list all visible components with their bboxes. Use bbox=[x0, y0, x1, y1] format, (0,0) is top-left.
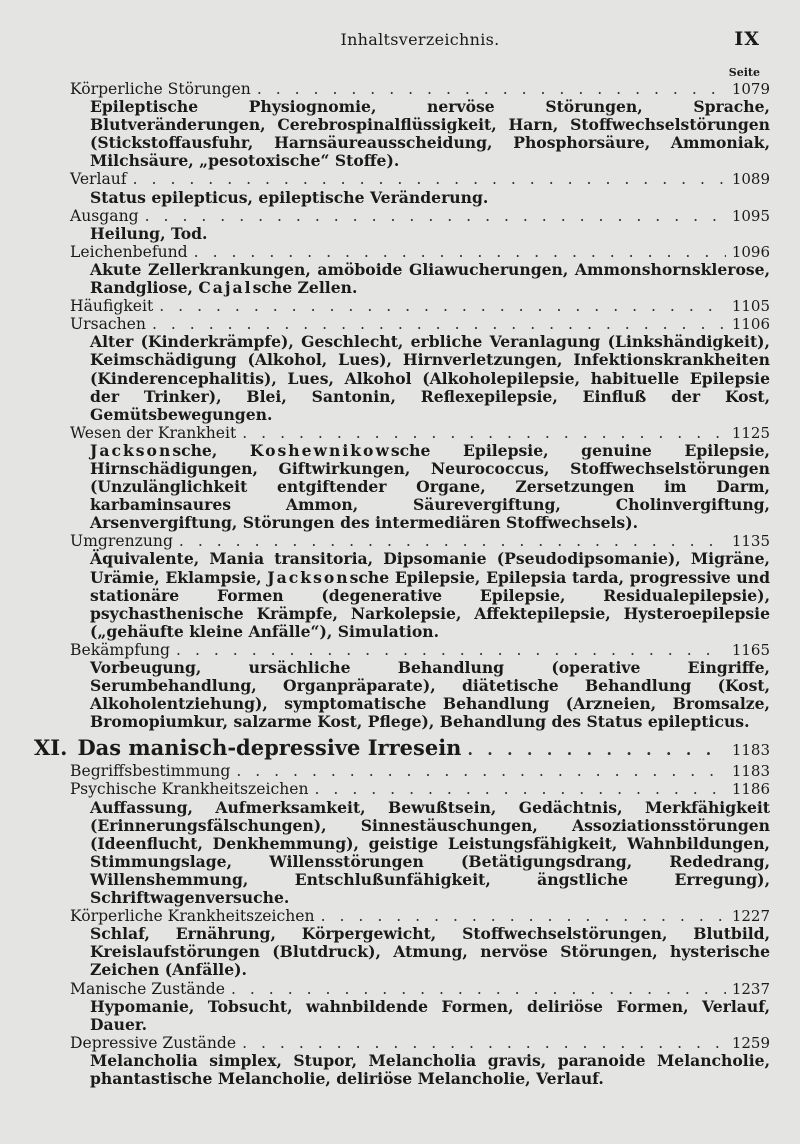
entry-description: Status epilepticus, epileptische Veränderung. bbox=[90, 187, 489, 207]
entry-description bbox=[90, 261, 770, 297]
entry-page: 1183 bbox=[731, 762, 770, 781]
dot-leader bbox=[231, 980, 726, 998]
entry-title: Verlauf bbox=[70, 170, 127, 189]
entry-title: Ausgang bbox=[70, 206, 139, 225]
entry-title: Wesen der Krankheit bbox=[70, 423, 237, 442]
toc-entry-koerperliche-krankheitszeichen bbox=[70, 907, 770, 979]
entry-title: Bekämpfung bbox=[70, 640, 171, 659]
entry-title: Körperliche Störungen bbox=[70, 80, 251, 98]
description-text: sche, bbox=[172, 440, 218, 460]
toc-entry-manische-zustaende bbox=[70, 980, 770, 1034]
toc-entry-psychische-krankheitszeichen bbox=[70, 780, 770, 907]
dot-leader bbox=[242, 424, 726, 442]
entry-page: 1089 bbox=[731, 170, 770, 189]
dot-leader bbox=[152, 315, 726, 333]
description-text: sche Epilepsie, Epilepsia tarda, progressive und stationäre Formen (degenerative Epilepsie, Residualepilepsie), psychasthenische Krämpfe, Narkolepsie, Affektepilepsie, Hysteroepilepsie („gehäufte kleine Anfälle“), Simulation. bbox=[90, 567, 771, 641]
toc-entry-wesen-der-krankheit bbox=[70, 424, 770, 533]
chapter-page: 1183 bbox=[731, 741, 770, 760]
toc-entry-koerperliche-stoerungen bbox=[70, 80, 770, 170]
spaced-name: Jackson bbox=[90, 440, 173, 460]
entry-page: 1106 bbox=[731, 315, 770, 334]
page-number: IX bbox=[734, 28, 760, 50]
entry-page: 1095 bbox=[731, 206, 770, 225]
entry-page: 1165 bbox=[731, 640, 770, 659]
dot-leader bbox=[145, 207, 726, 225]
entry-page: 1135 bbox=[731, 532, 770, 551]
description-text: sche Epilepsie, genuine Epilepsie, Hirnschädigungen, Giftwirkungen, Neurococcus, Stoffwechselstörungen (Unzulänglichkeit entgiftender Organe, Zersetzungen im Darm, karbaminsaures Ammon, Säurevergiftung, Cholinvergiftung, Arsenvergiftung, Störungen des intermediären Stoffwechsels). bbox=[90, 440, 770, 533]
entry-description: Melancholia simplex, Stupor, Melancholia gravis, paranoide Melancholie, phantastische Melancholie, deliriöse Melancholie, Verlauf. bbox=[90, 1050, 770, 1088]
entry-title: Leichenbefund bbox=[70, 242, 188, 261]
entry-page: 1237 bbox=[731, 979, 770, 998]
toc-entry-umgrenzung bbox=[70, 532, 770, 641]
entry-page: 1125 bbox=[731, 423, 770, 442]
page-column-label: Seite bbox=[728, 66, 760, 79]
entry-description: Heilung, Tod. bbox=[90, 223, 208, 243]
dot-leader bbox=[133, 170, 726, 188]
entry-description: Epileptische Physiognomie, nervöse Störungen, Sprache, Blutveränderungen, Cerebrospinalflüssigkeit, Harn, Stoffwechselstörungen (Stickstoffausfuhr, Harnsäureausscheidung, Phosphorsäure, Ammoniak, Milchsäure, „pesotoxische“ Stoffe). bbox=[90, 97, 770, 171]
entry-description: Vorbeugung, ursächliche Behandlung (operative Eingriffe, Serumbehandlung, Organpräparate), diätetische Behandlung (Kost, Alkoholentziehung), symptomatische Behandlung (Arzneien, Bromsalze, Bromopiumkur, salzarme Kost, Pflege), Behandlung des Status epilepticus. bbox=[90, 658, 770, 732]
entry-description: Auffassung, Aufmerksamkeit, Bewußtsein, Gedächtnis, Merkfähigkeit (Erinnerungsfälschungen), Sinnestäuschungen, Assoziationsstörungen (Ideenflucht, Denkhemmung), geistige Leistungsfähigkeit, Wahnbildungen, Stimmungslage, Willensstörungen (Betätigungsdrang, Rededrang, Willenshemmung, Entschlußunfähigkeit, ängstliche Erregung), Schriftwagenversuche. bbox=[90, 797, 770, 908]
description-text: sche Zellen. bbox=[252, 278, 358, 298]
dot-leader bbox=[176, 641, 726, 659]
entry-title: Manische Zustände bbox=[70, 979, 225, 998]
description-text: Äquivalente, Mania transitoria, Dipsomanie (Pseudodipsomanie), Migräne, Urämie, Eklampsie, bbox=[90, 549, 770, 587]
entry-description: Hypomanie, Tobsucht, wahnbildende Formen, deliriöse Formen, Verlauf, Dauer. bbox=[90, 996, 770, 1034]
dot-leader bbox=[159, 297, 726, 315]
dot-leader bbox=[257, 80, 726, 98]
toc-entry-depressive-zustaende bbox=[70, 1034, 770, 1088]
spaced-name: Koshewnikow bbox=[249, 440, 391, 460]
entry-page: 1096 bbox=[731, 242, 770, 261]
spaced-name: Jackson bbox=[267, 567, 350, 587]
entry-page: 1259 bbox=[731, 1033, 770, 1052]
entry-description bbox=[90, 442, 770, 532]
toc-entry-begriffsbestimmung bbox=[70, 762, 770, 780]
dot-leader bbox=[236, 762, 726, 780]
entry-title: Begriffsbestimmung bbox=[70, 762, 231, 781]
toc-entry-leichenbefund bbox=[70, 243, 770, 297]
running-head-title: Inhaltsverzeichnis. bbox=[340, 30, 500, 49]
entry-title: Depressive Zustände bbox=[70, 1033, 237, 1052]
dot-leader bbox=[467, 740, 725, 759]
toc-entry-ausgang bbox=[70, 207, 770, 243]
table-of-contents bbox=[34, 80, 771, 1088]
chapter-number: XI. bbox=[34, 735, 68, 761]
entry-page: 1079 bbox=[731, 80, 770, 98]
chapter-heading bbox=[34, 735, 770, 760]
toc-entry-haeufigkeit bbox=[70, 297, 770, 315]
dot-leader bbox=[242, 1034, 726, 1052]
description-text: Akute Zellerkrankungen, amöboide Gliawucherungen, Ammonshornsklerose, Randgliose, bbox=[90, 259, 770, 298]
entry-title: Häufigkeit bbox=[70, 297, 154, 316]
entry-title: Körperliche Krankheitszeichen bbox=[70, 907, 315, 926]
entry-description bbox=[90, 550, 770, 640]
entry-description: Alter (Kinderkrämpfe), Geschlecht, erbliche Veranlagung (Linkshändigkeit), Keimschädigung (Alkohol, Lues), Hirnverletzungen, Infektionskrankheiten (Kinderencephalitis), Lues, Alkohol (Alkoholepilepsie, habituelle Epilepsie der Trinker), Blei, Santonin, Reflexepilepsie, Einfluß der Kost, Gemütsbewegungen. bbox=[90, 332, 770, 424]
running-head bbox=[70, 30, 770, 54]
entry-description: Schlaf, Ernährung, Körpergewicht, Stoffwechselstörungen, Blutbild, Kreislaufstörungen (Blutdruck), Atmung, nervöse Störungen, hysterische Zeichen (Anfälle). bbox=[90, 924, 770, 980]
toc-entry-ursachen bbox=[70, 315, 770, 424]
dot-leader bbox=[321, 907, 726, 925]
toc-entry-bekaempfung bbox=[70, 641, 770, 731]
entry-page: 1186 bbox=[731, 780, 770, 799]
dot-leader bbox=[194, 243, 726, 261]
spaced-name: Cajal bbox=[198, 278, 253, 298]
dot-leader bbox=[315, 780, 726, 798]
entry-page: 1105 bbox=[731, 297, 770, 316]
toc-entry-verlauf bbox=[70, 170, 770, 206]
entry-title: Psychische Krankheitszeichen bbox=[70, 780, 309, 799]
entry-title: Ursachen bbox=[70, 315, 146, 334]
entry-title: Umgrenzung bbox=[70, 532, 173, 551]
entry-page: 1227 bbox=[731, 907, 770, 926]
chapter-title: Das manisch-depressive Irresein bbox=[77, 735, 462, 761]
dot-leader bbox=[179, 532, 726, 550]
